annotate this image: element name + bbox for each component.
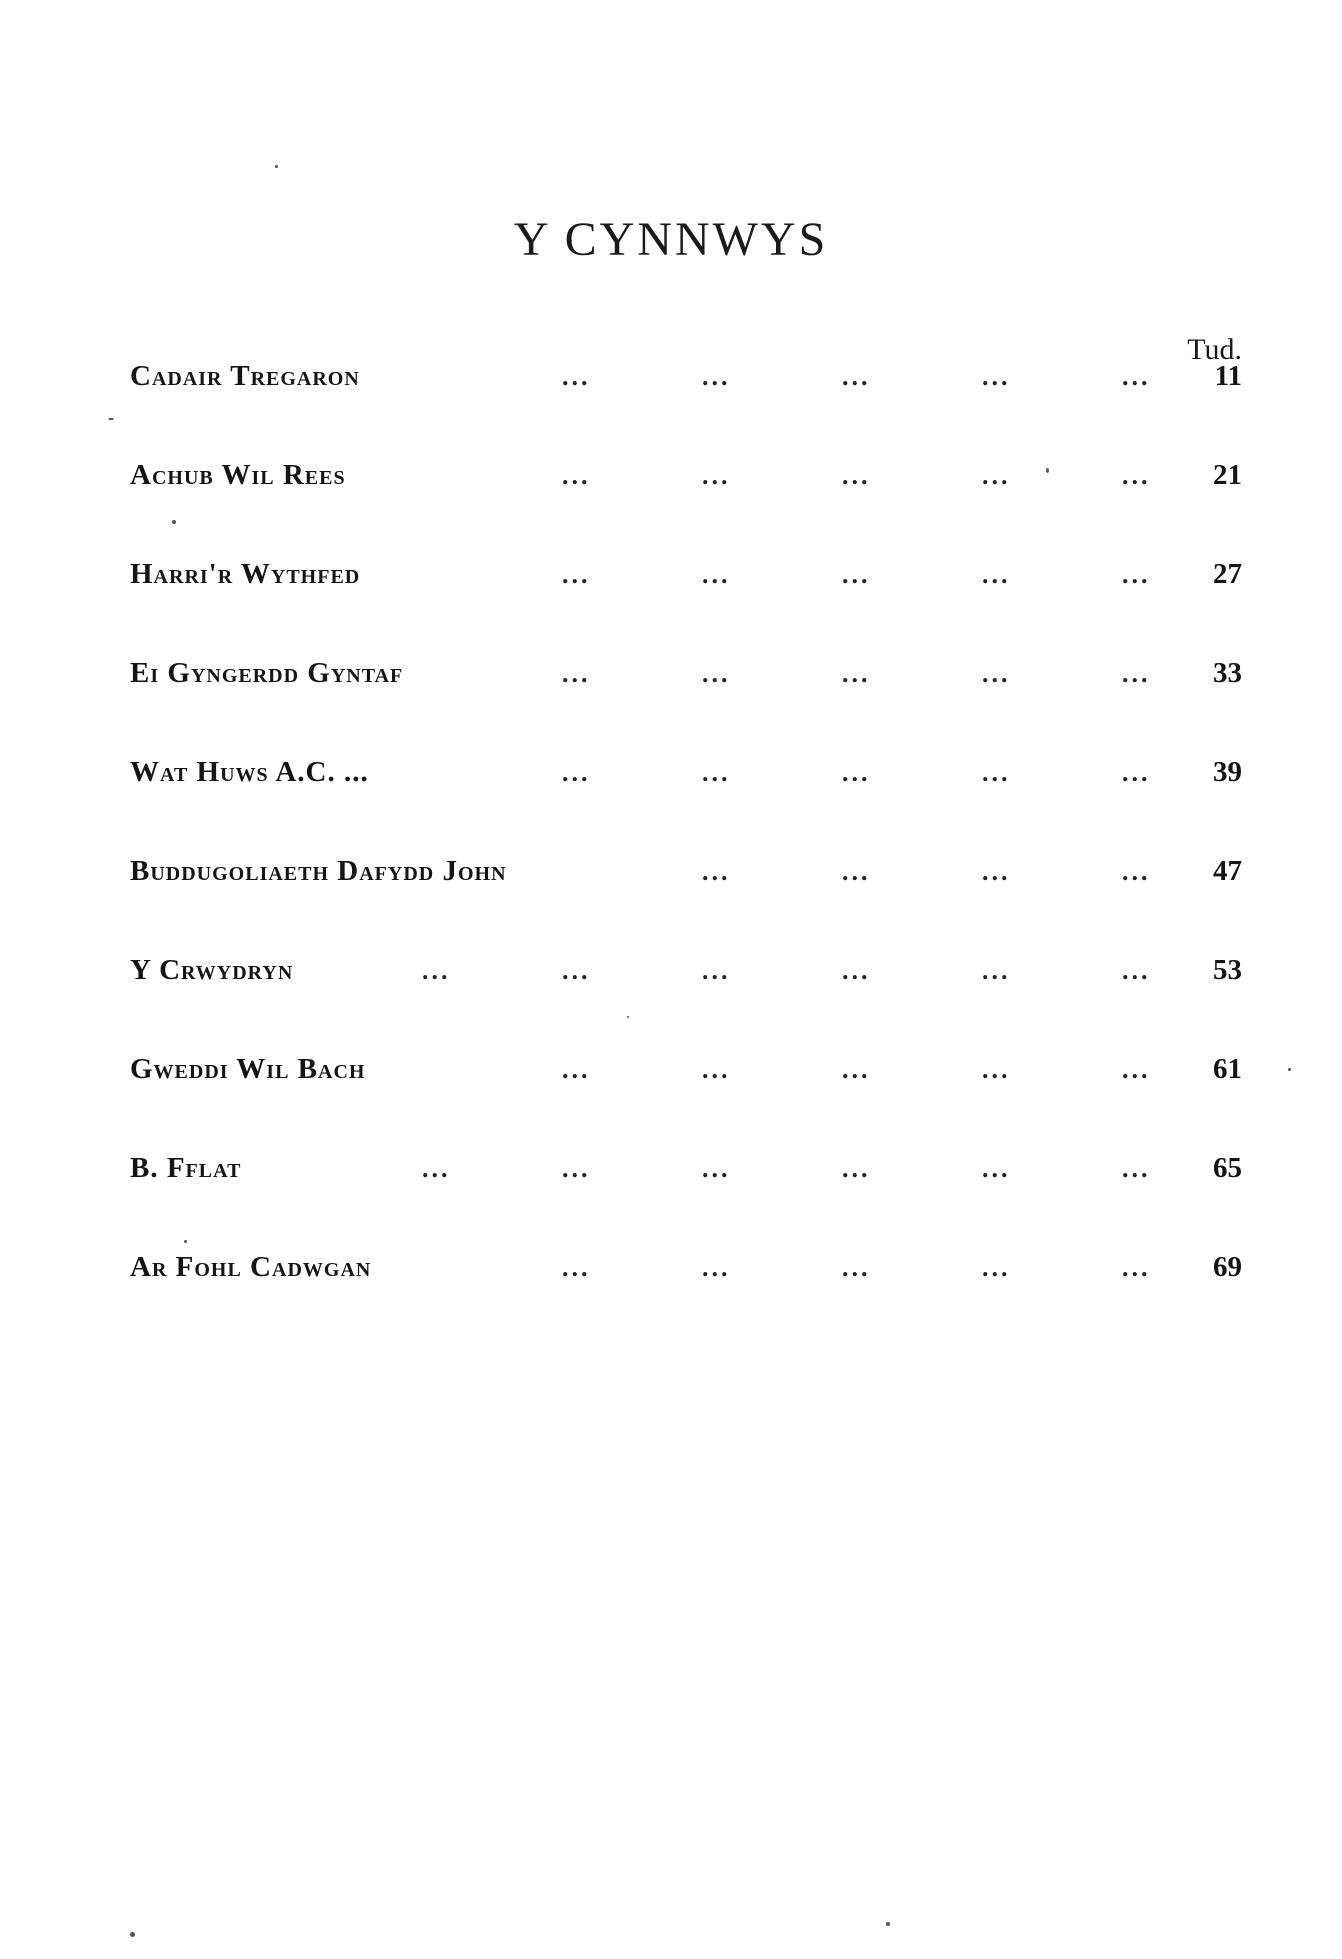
leader-dots: ...: [562, 1154, 591, 1183]
leader-dots: ...: [1122, 362, 1151, 391]
leader-dots: ...: [702, 758, 731, 787]
toc-entry: [130, 1152, 1242, 1251]
page-column-label: Tud.: [1187, 333, 1242, 366]
toc-entry-page: 65: [1213, 1152, 1242, 1184]
leader-dots: ...: [842, 956, 871, 985]
leader-dots: ...: [702, 956, 731, 985]
toc-entry: [130, 558, 1242, 657]
leader-dots: ...: [562, 956, 591, 985]
toc-entry-page: 33: [1213, 657, 1242, 689]
toc-entry-page: 53: [1213, 954, 1242, 986]
leader-dots: ...: [842, 659, 871, 688]
leader-dots: ...: [842, 461, 871, 490]
leader-dots: ...: [982, 758, 1011, 787]
toc-entry-title: Buddugoliaeth Dafydd John: [130, 855, 507, 887]
leader-dots: ...: [982, 560, 1011, 589]
toc-entry-page: 11: [1214, 360, 1242, 392]
toc-entry-title: Achub Wil Rees: [130, 459, 346, 491]
toc-entry: [130, 1251, 1242, 1350]
leader-dots: ...: [982, 461, 1011, 490]
leader-dots: ...: [842, 362, 871, 391]
scan-speck: [184, 1240, 187, 1243]
table-of-contents: [130, 360, 1242, 1350]
toc-entry-page: 47: [1213, 855, 1242, 887]
leader-dots: ...: [562, 461, 591, 490]
toc-entry: [130, 1053, 1242, 1152]
leader-dots: ...: [842, 1253, 871, 1282]
toc-entry: [130, 360, 1242, 459]
leader-dots: ...: [842, 1055, 871, 1084]
toc-entry-title: B. Fflat: [130, 1152, 242, 1184]
leader-dots: ...: [842, 758, 871, 787]
leader-dots: ...: [842, 857, 871, 886]
leader-dots: ...: [842, 1154, 871, 1183]
toc-entry-title: Ei Gyngerdd Gyntaf: [130, 657, 404, 689]
toc-entry: [130, 459, 1242, 558]
leader-dots: ...: [1122, 1154, 1151, 1183]
leader-dots: ...: [702, 1253, 731, 1282]
leader-dots: ...: [1122, 461, 1151, 490]
leader-dots: ...: [982, 857, 1011, 886]
toc-entry-title: Ar Fohl Cadwgan: [130, 1251, 372, 1283]
leader-dots: ...: [702, 857, 731, 886]
page-title: Y CYNNWYS: [513, 213, 829, 266]
scan-speck: [172, 520, 176, 524]
leader-dots: ...: [982, 956, 1011, 985]
leader-dots: ...: [562, 659, 591, 688]
toc-entry: [130, 756, 1242, 855]
leader-dots: ...: [702, 1154, 731, 1183]
toc-entry-page: 27: [1213, 558, 1242, 590]
leader-dots: ...: [842, 560, 871, 589]
leader-dots: ...: [1122, 1055, 1151, 1084]
leader-dots: ...: [1122, 560, 1151, 589]
leader-dots: ...: [982, 1154, 1011, 1183]
leader-dots: ...: [1122, 956, 1151, 985]
toc-entry-page: 39: [1213, 756, 1242, 788]
scan-speck: [275, 165, 278, 168]
toc-entry-title: Cadair Tregaron: [130, 360, 360, 392]
leader-dots: ...: [702, 362, 731, 391]
toc-entry: [130, 954, 1242, 1053]
leader-dots: ...: [562, 1253, 591, 1282]
leader-dots: ...: [702, 659, 731, 688]
toc-entry-title: Wat Huws A.C. ...: [130, 756, 369, 788]
leader-dots: ...: [702, 461, 731, 490]
leader-dots: ...: [702, 1055, 731, 1084]
toc-entry-title: Y Crwydryn: [130, 954, 294, 986]
scan-speck: [627, 1016, 629, 1018]
leader-dots: ...: [422, 956, 451, 985]
toc-entry-page: 21: [1213, 459, 1242, 491]
leader-dots: ...: [982, 1253, 1011, 1282]
leader-dots: ...: [422, 1154, 451, 1183]
leader-dots: ...: [1122, 659, 1151, 688]
toc-entry-title: Gweddi Wil Bach: [130, 1053, 366, 1085]
leader-dots: ...: [702, 560, 731, 589]
leader-dots: ...: [1122, 758, 1151, 787]
leader-dots: ...: [982, 362, 1011, 391]
leader-dots: ...: [1122, 857, 1151, 886]
scan-speck: [886, 1922, 890, 1926]
toc-entry-page: 69: [1213, 1251, 1242, 1283]
leader-dots: ...: [982, 659, 1011, 688]
leader-dots: ...: [982, 1055, 1011, 1084]
leader-dots: ...: [1122, 1253, 1151, 1282]
leader-dots: ...: [562, 362, 591, 391]
leader-dots: ...: [562, 560, 591, 589]
toc-entry: [130, 855, 1242, 954]
scan-speck: [130, 1932, 135, 1937]
leader-dots: ...: [562, 758, 591, 787]
scan-speck: [1046, 468, 1049, 473]
toc-entry-title: Harri'r Wythfed: [130, 558, 361, 590]
leader-dots: ...: [562, 1055, 591, 1084]
toc-entry-page: 61: [1213, 1053, 1242, 1085]
toc-entry: [130, 657, 1242, 756]
scan-speck: [108, 418, 114, 420]
scan-speck: [1288, 1068, 1291, 1071]
